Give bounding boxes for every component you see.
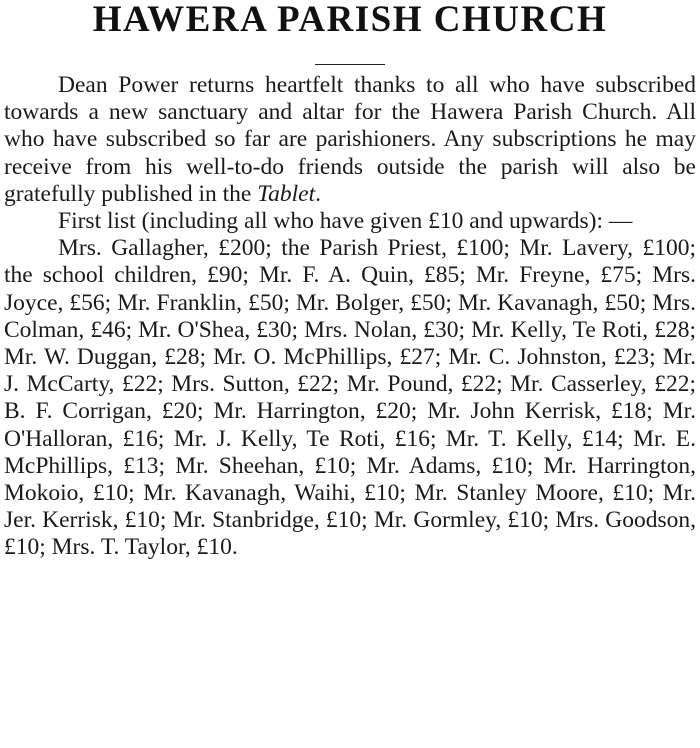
article-body — [4, 72, 696, 562]
list-heading: First list (including all who have given £10 and upwards): — — [58, 208, 633, 235]
headline-divider-rule — [315, 64, 385, 65]
publication-name: Tablet — [257, 180, 316, 207]
subscriber-list: Mrs. Gallagher, £200; the Parish Priest, £100; Mr. Lavery, £100; the school children, £90; Mr. F. A. Quin, £85; Mr. Freyne, £75; Mrs. Joyce, £56; Mr. Franklin, £50; Mr. Bolger, £50; Mr. Kavanagh, £50; Mrs. Colman, £46; Mr. O'Shea, £30; Mrs. Nolan, £30; Mr. Kelly, Te Roti, £28; Mr. W. Duggan, £28; Mr. O. McPhillips, £27; Mr. C. Johnston, £23; Mr. J. McCarty, £22; Mrs. Sutton, £22; Mr. Pound, £22; Mr. Casserley, £22; B. F. Corrigan, £20; Mr. Harrington, £20; Mr. John Kerrisk, £18; Mr. O'Halloran, £16; Mr. J. Kelly, Te Roti, £16; Mr. T. Kelly, £14; Mr. E. McPhillips, £13; Mr. Sheehan, £10; Mr. Adams, £10; Mr. Harrington, Mokoio, £10; Mr. Kavanagh, Waihi, £10; Mr. Stanley Moore, £10; Mr. Jer. Kerrisk, £10; Mr. Stanbridge, £10; Mr. Gormley, £10; Mrs. Goodson, £10; Mrs. T. Taylor, £10. — [4, 235, 696, 561]
article-headline: HAWERA PARISH CHURCH — [92, 0, 608, 40]
intro-text: Dean Power returns heartfelt thanks to all who have subscribed towards a new sanctuary and altar for the Hawera Parish Church. All who have subscribed so far are parishioners. Any subscriptions he may receive from his well-to-do friends outside the parish will also be gratefully published in the — [4, 72, 696, 207]
intro-text-end: . — [315, 180, 322, 207]
intro-paragraph — [4, 72, 696, 208]
newspaper-column — [4, 0, 696, 748]
